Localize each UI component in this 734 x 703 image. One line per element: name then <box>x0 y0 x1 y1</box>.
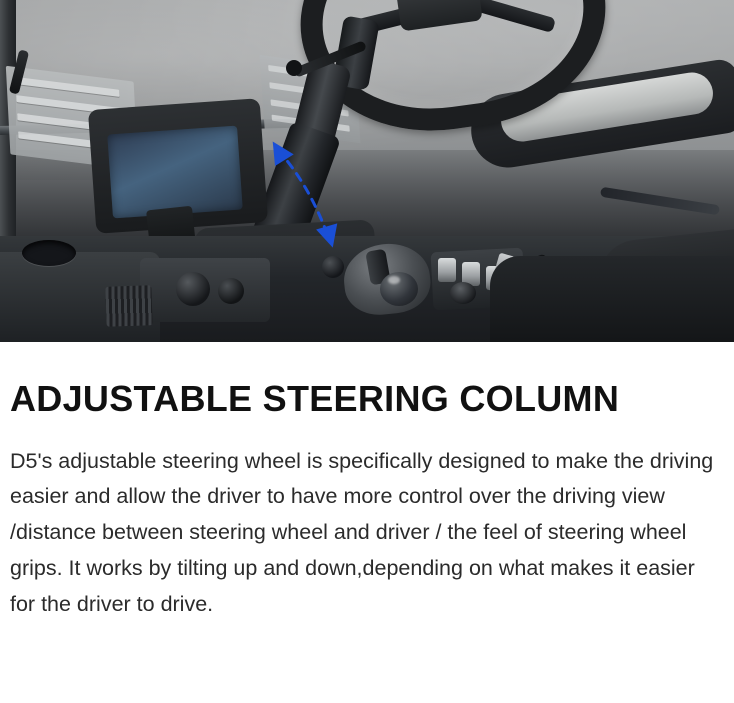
joystick-highlight <box>388 276 400 284</box>
operator-seat <box>490 256 734 342</box>
feature-text-block <box>0 342 734 622</box>
page-title: ADJUSTABLE STEERING COLUMN <box>10 378 620 419</box>
cupholder <box>22 240 76 266</box>
display-screen <box>107 126 243 219</box>
rotary-switch <box>450 282 476 304</box>
tilt-direction-arrow-icon <box>236 126 366 262</box>
rocker-switch <box>438 258 456 282</box>
step-plate-slot <box>15 77 119 97</box>
feature-description: D5's adjustable steering wheel is specifically designed to make the driving easier and allow the driver to have more control over the driving view /distance between steering wheel and driver / the feel of steering wheel grips. It works by tilting up and down,depending on what makes it easier for the driver to drive. <box>10 448 714 616</box>
vent-grill-icon <box>105 285 152 327</box>
forklift-cab-photo <box>0 0 734 342</box>
console-knob <box>218 278 244 304</box>
stalk-knob-icon <box>286 60 302 76</box>
console-knob <box>176 272 210 306</box>
